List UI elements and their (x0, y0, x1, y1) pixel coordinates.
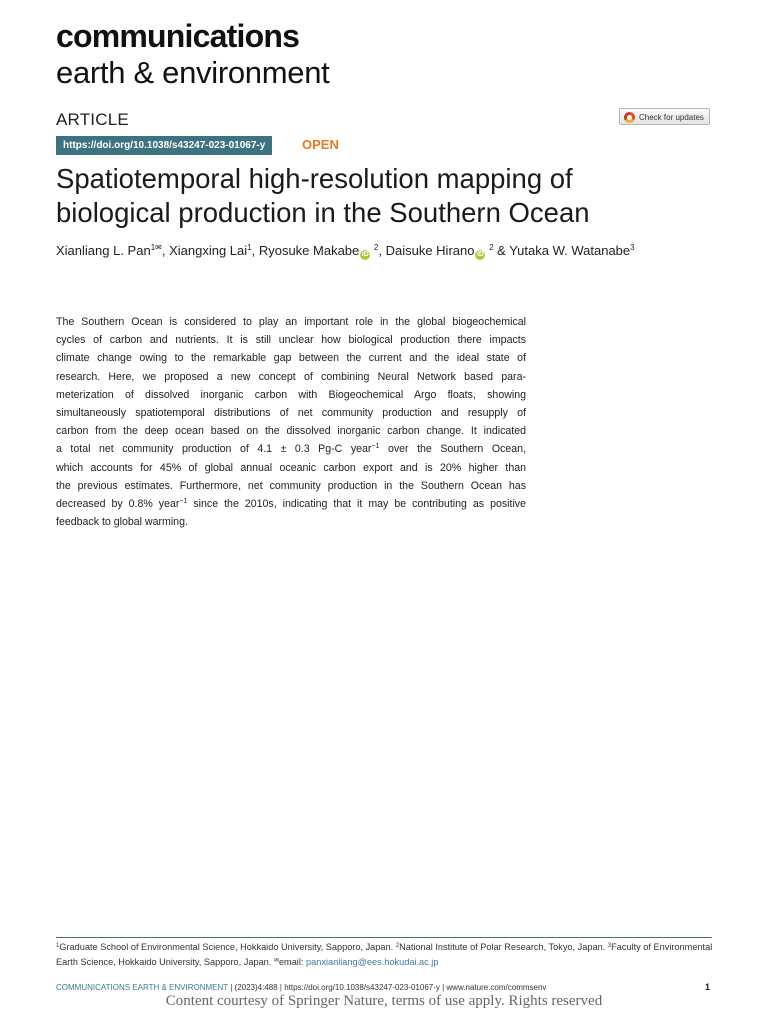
author-affiliation: 3 (630, 243, 635, 252)
author-separator: , (378, 243, 386, 258)
author[interactable] (56, 243, 162, 258)
footnote-divider (56, 937, 712, 938)
abstract-text: decreased by 0.8% year (56, 498, 180, 511)
email-link[interactable]: panxianliang@ees.hokudai.ac.jp (306, 957, 439, 967)
abstract-text: a total net community production of 4.1 ± 0.3 Pg-C year (56, 443, 372, 456)
abstract-line: feedback to global warming. (56, 516, 188, 529)
author-affiliation: 1✉ (150, 243, 162, 252)
author[interactable] (386, 243, 494, 258)
abstract-line: which accounts for 45% of global annual oceanic carbon export and is 20% higher than (56, 461, 526, 474)
affiliation-1: Graduate School of Environmental Science, Hokkaido University, Sapporo, Japan. (59, 942, 394, 952)
author[interactable] (509, 243, 634, 258)
abstract-line: research. Here, we proposed a new concept of combining Neural Network based para- (56, 370, 526, 383)
abstract-line: the previous estimates. Furthermore, net community production in the Southern Ocean has (56, 479, 526, 492)
envelope-icon: ✉ (273, 958, 279, 964)
abstract-text: over the Southern Ocean, (379, 443, 527, 456)
author-name[interactable]: Daisuke Hirano (385, 243, 475, 258)
title-line-2: biological production in the Southern Ocean (56, 197, 590, 228)
orcid-icon[interactable]: iD (476, 251, 484, 258)
affiliation-3a: Faculty of Environmental (611, 942, 713, 952)
author-separator: & (493, 243, 510, 258)
page-number: 1 (705, 982, 711, 992)
author[interactable] (259, 243, 379, 258)
abstract-line: The Southern Ocean is considered to play an important role in the global biogeochemical (56, 316, 526, 328)
affiliation-3b: Earth Science, Hokkaido University, Sapporo, Japan. (56, 957, 272, 967)
abstract-line: cycles of carbon and nutrients. It is still unclear how biological production there impacts (56, 334, 526, 347)
author-list (56, 243, 736, 260)
abstract-superscript: −1 (371, 443, 380, 451)
author-name[interactable]: Xianliang L. Pan (56, 243, 151, 258)
footer-journal[interactable]: COMMUNICATIONS EARTH & ENVIRONMENT (56, 983, 229, 992)
abstract-line: meterization of dissolved inorganic carbon with Biogeochemical Argo floats, showing (56, 388, 526, 401)
abstract-line (56, 495, 526, 513)
abstract (56, 313, 526, 531)
author-separator: , (251, 243, 259, 258)
author-separator: , (161, 243, 170, 258)
affiliation-2: National Institute of Polar Research, Tokyo, Japan. (399, 942, 606, 952)
author-affiliation: 2 (489, 243, 494, 252)
article-title (56, 162, 716, 230)
affiliations-footnote: $^1$Graduate School of Environmental Science, Hokkaido University, Sapporo, Japan. $^2$National Institute of Polar Research, Tokyo, Japan. $^3$Faculty of Environmental Earth Science, Hokkaido University, Sapporo, Japan. ✉email: panxianliang@ees.hokudai.ac.jp (56, 942, 713, 967)
page-footer (56, 983, 546, 992)
footer-citation: | (2023)4:488 | https://doi.org/10.1038/s43247-023-01067-y | www.nature.com/commsenv (228, 983, 547, 992)
abstract-text: since the 2010s, indicating that it may be contributing as positive (187, 498, 526, 511)
abstract-line: climate change owing to the remarkable gap between the current and the ideal state of (56, 352, 526, 365)
crossmark-icon (624, 112, 635, 123)
orcid-icon[interactable]: iD (361, 251, 369, 258)
author-affiliation: 2 (373, 243, 379, 252)
check-for-updates-label: Check for updates (639, 113, 704, 122)
author-name[interactable]: Ryosuke Makabe (258, 243, 360, 258)
email-label: email: (278, 957, 304, 967)
author-name[interactable]: Xiangxing Lai (169, 243, 248, 258)
journal-name-line1: communications (56, 18, 300, 54)
abstract-superscript: −1 (179, 498, 188, 506)
journal-name-line2: earth & environment (56, 55, 330, 90)
author[interactable] (169, 243, 252, 258)
open-access-label: OPEN (302, 137, 339, 152)
courtesy-notice: Content courtesy of Springer Nature, terms of use apply. Rights reserved (165, 993, 603, 1009)
abstract-line: simultaneously spatiotemporal distributions of net community production and resupply of (56, 407, 526, 420)
author-name[interactable]: Yutaka W. Watanabe (509, 243, 631, 258)
abstract-line: carbon from the deep ocean based on the dissolved inorganic carbon change. It indicated (56, 425, 526, 438)
author-affiliation: 1 (247, 243, 252, 252)
abstract-line (56, 440, 526, 458)
check-for-updates-button[interactable] (619, 108, 710, 125)
article-type-label: ARTICLE (56, 110, 129, 129)
doi-link[interactable]: https://doi.org/10.1038/s43247-023-01067-y (56, 136, 272, 155)
title-line-1: Spatiotemporal high-resolution mapping of (56, 163, 573, 194)
